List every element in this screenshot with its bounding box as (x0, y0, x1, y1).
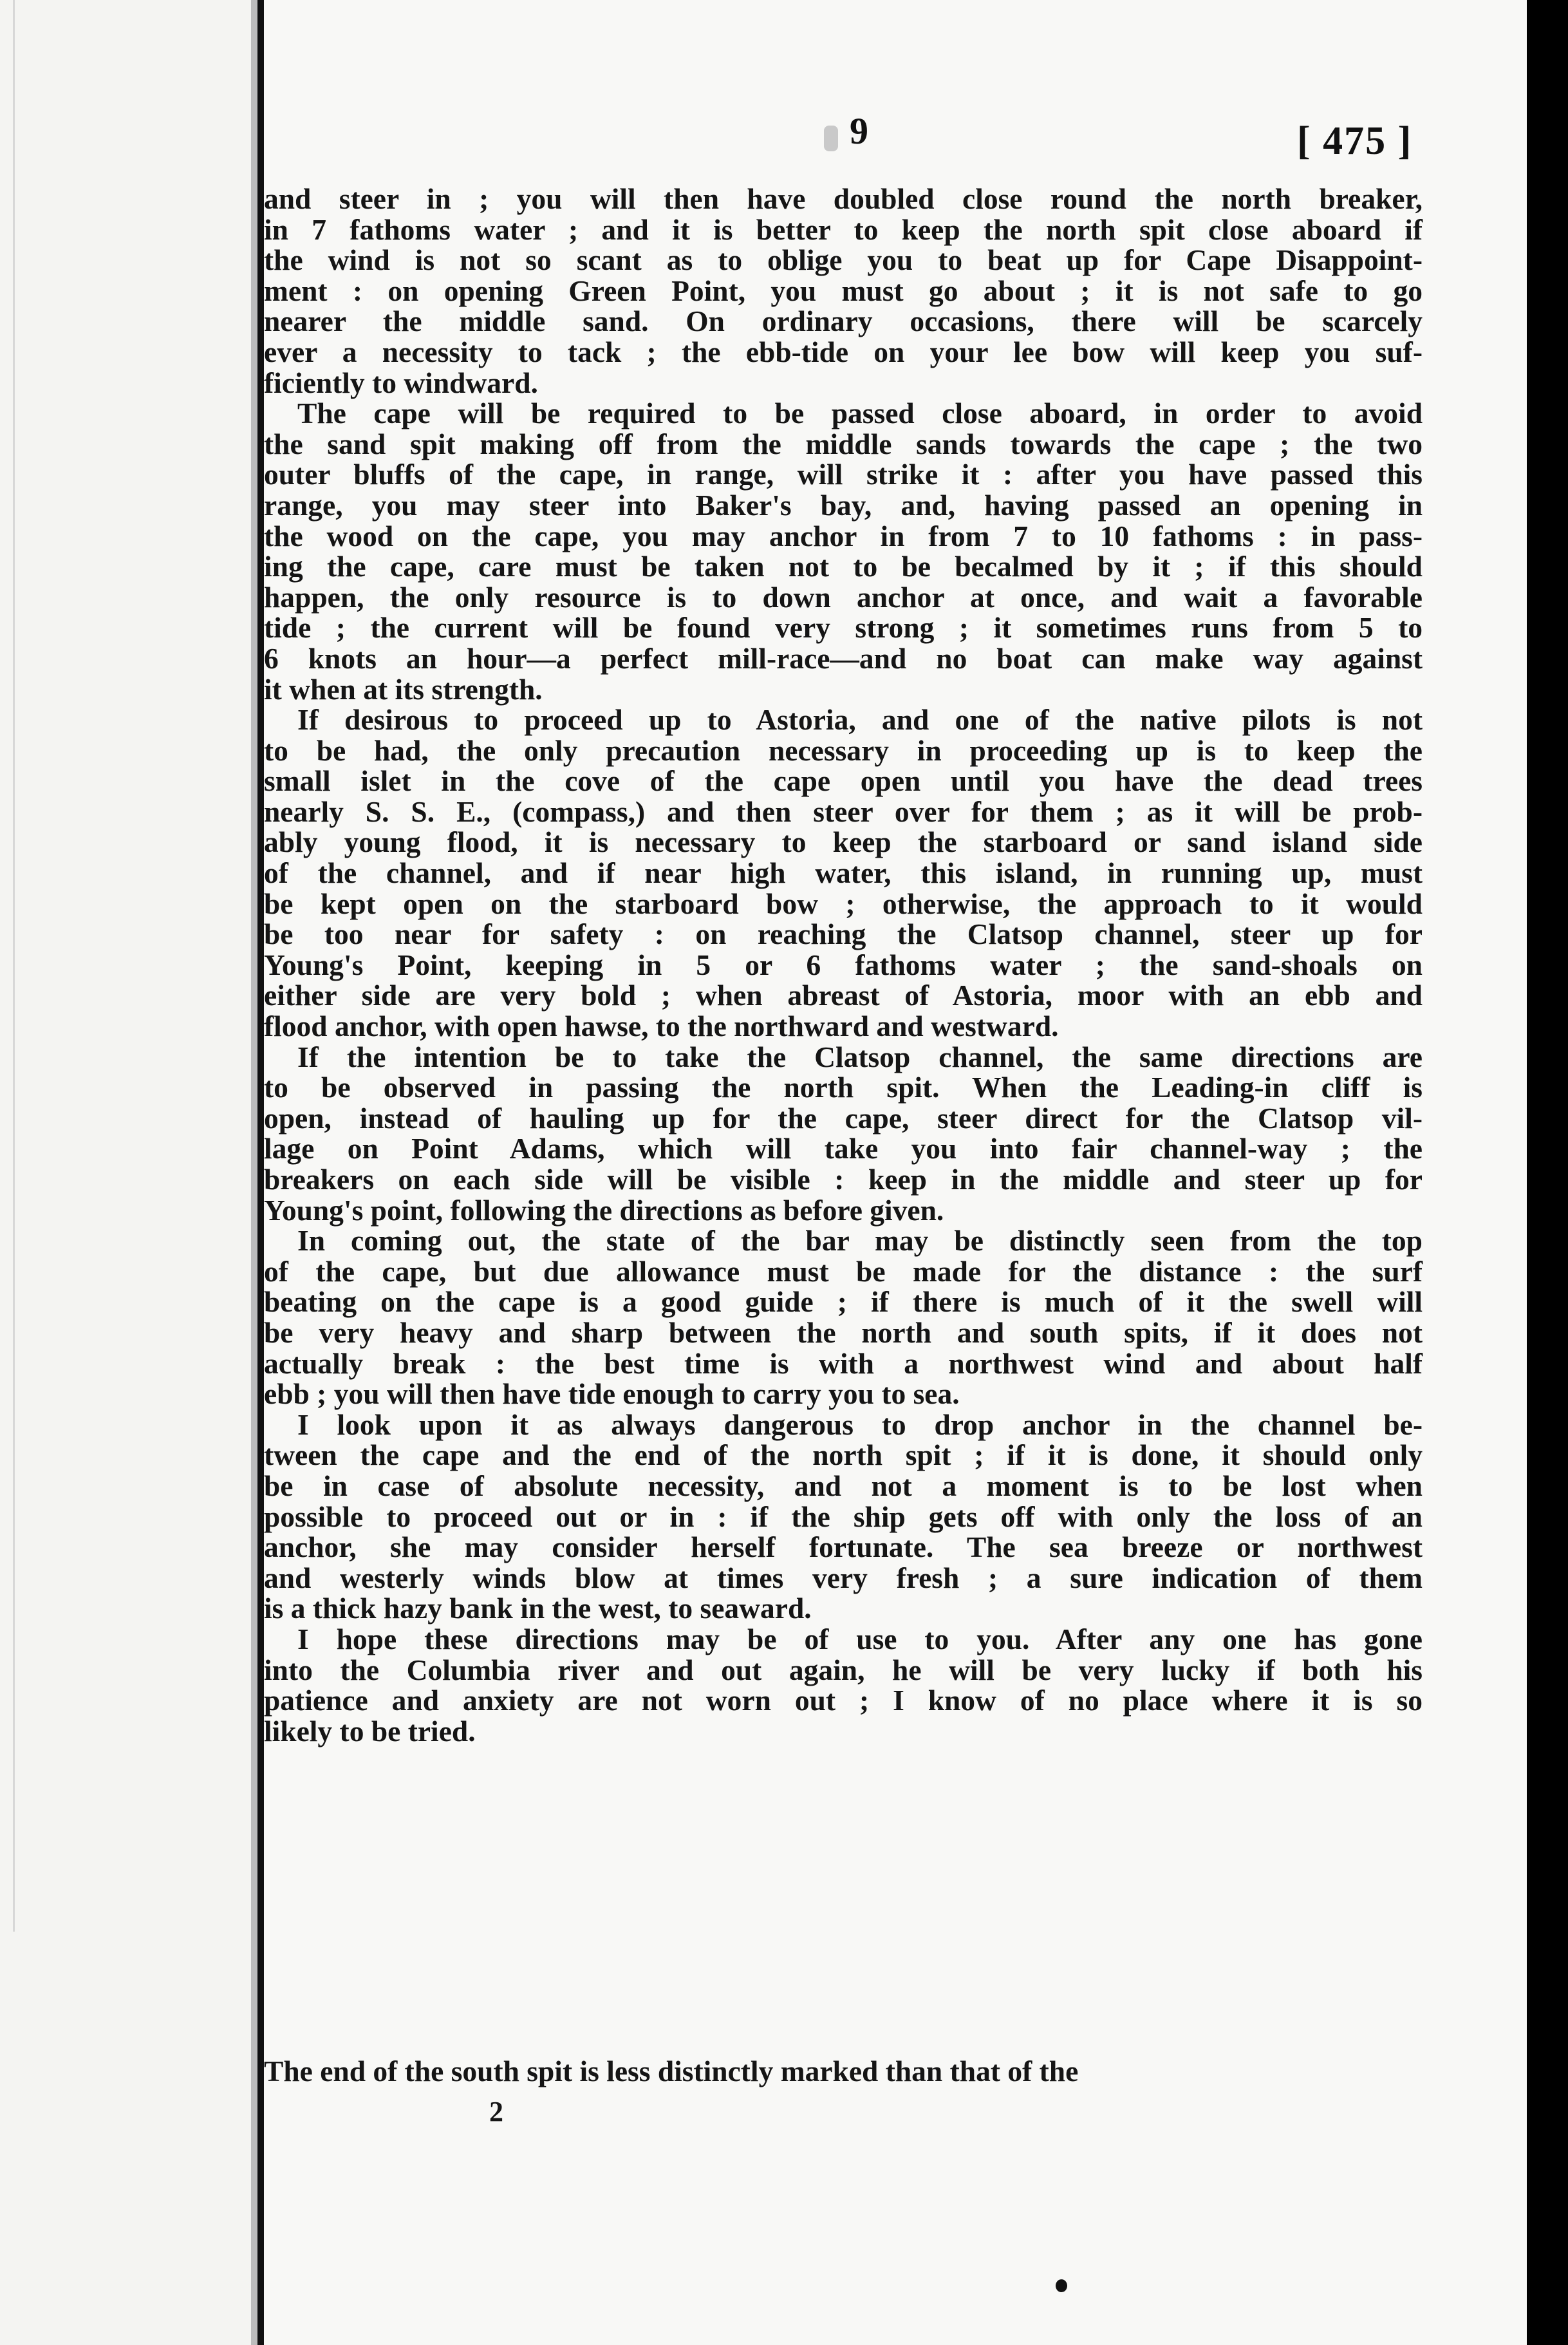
book-gutter (257, 0, 264, 2345)
text-line: to be had, the only precaution necessary in proceeding up is to keep the (264, 733, 1423, 767)
text-line: the sand spit making off from the middle sands towards the cape ; the two (264, 427, 1423, 460)
text-line: patience and anxiety are not worn out ; I know of no place where it is so (264, 1684, 1423, 1717)
text-line: the wind is not so scant as to oblige you to beat up for Cape Disappoint- (264, 243, 1423, 277)
text-line: nearly S. S. E., (compass,) and then steer over for them ; as it will be prob- (264, 795, 1423, 828)
text-line: either side are very bold ; when abreast of Astoria, moor with an ebb and (264, 979, 1423, 1012)
text-line: anchor, she may consider herself fortunate. The sea breeze or northwest (264, 1530, 1423, 1564)
paragraph (264, 1042, 1423, 1226)
text-line: possible to proceed out or in : if the ship gets off with only the loss of an (264, 1500, 1423, 1533)
text-line: and westerly winds blow at times very fresh ; a sure indication of them (264, 1561, 1423, 1594)
text-line: In coming out, the state of the bar may be distinctly seen from the top (297, 1224, 1423, 1257)
text-line: into the Columbia river and out again, he will be very lucky if both his (264, 1653, 1423, 1686)
text-line: small islet in the cove of the cape open until you have the dead trees (264, 764, 1423, 798)
text-line: The cape will be required to be passed close aboard, in order to avoid (297, 397, 1423, 430)
document-page (264, 0, 1527, 2345)
text-line: Young's point, following the directions as before given. (264, 1193, 944, 1227)
text-line: nearer the middle sand. On ordinary occasions, there will be scarcely (264, 305, 1423, 338)
paragraph (264, 1624, 1423, 1746)
text-line: it when at its strength. (264, 672, 543, 706)
document-page-reference: [ 475 ] (1297, 119, 1413, 163)
text-line: ably young flood, it is necessary to keep the starboard or sand island side (264, 825, 1423, 859)
paragraph (264, 1225, 1423, 1409)
text-line: ing the cape, care must be taken not to be becalmed by it ; if this should (264, 550, 1423, 583)
text-line: breakers on each side will be visible : keep in the middle and steer up for (264, 1163, 1423, 1196)
text-line: of the cape, but due allowance must be made for the distance : the surf (264, 1254, 1423, 1288)
text-line: If desirous to proceed up to Astoria, and one of the native pilots is not (297, 703, 1423, 737)
text-line: outer bluffs of the cape, in range, will strike it : after you have passed this (264, 458, 1423, 491)
text-line: to be observed in passing the north spit. When the Leading-in cliff is (264, 1071, 1423, 1104)
text-line: be kept open on the starboard bow ; otherwise, the approach to it would (264, 887, 1423, 920)
text-line: and steer in ; you will then have doubled close round the north breaker, (264, 182, 1423, 215)
text-line: likely to be tried. (264, 1714, 476, 1747)
text-line: open, instead of hauling up for the cape, steer direct for the Clatsop vil- (264, 1101, 1423, 1135)
signature-mark: 2 (489, 2096, 503, 2127)
page-edge (251, 0, 257, 2345)
page-header (264, 109, 1527, 180)
text-line: lage on Point Adams, which will take you into fair channel-way ; the (264, 1132, 1423, 1165)
text-line: Young's Point, keeping in 5 or 6 fathoms water ; the sand-shoals on (264, 948, 1423, 981)
text-line: ficiently to windward. (264, 366, 538, 399)
page-number: 9 (850, 110, 868, 152)
text-line: be very heavy and sharp between the north and south spits, if it does not (264, 1315, 1423, 1349)
paragraph (264, 704, 1423, 1042)
text-line: be in case of absolute necessity, and not a moment is to be lost when (264, 1469, 1423, 1502)
paragraph (264, 398, 1423, 704)
text-line: in 7 fathoms water ; and it is better to keep the north spit close aboard if (264, 212, 1423, 246)
paragraph (264, 1409, 1423, 1624)
text-line: flood anchor, with open hawse, to the northward and westward. (264, 1010, 1059, 1043)
text-line: I look upon it as always dangerous to drop anchor in the channel be- (297, 1408, 1423, 1441)
text-line: I hope these directions may be of use to you. After any one has gone (297, 1622, 1423, 1655)
body-text (264, 184, 1423, 1746)
text-line: ebb ; you will then have tide enough to carry you to sea. (264, 1377, 960, 1411)
page-crease (13, 0, 15, 1932)
text-line: happen, the only resource is to down anchor at once, and wait a favorable (264, 580, 1423, 614)
text-line: the wood on the cape, you may anchor in from 7 to 10 fathoms : in pass- (264, 519, 1423, 552)
text-line: of the channel, and if near high water, this island, in running up, must (264, 856, 1423, 890)
ink-dot (1056, 2279, 1067, 2292)
text-line: is a thick hazy bank in the west, to seaward. (264, 1592, 812, 1625)
text-line: be too near for safety : on reaching the Clatsop channel, steer up for (264, 918, 1423, 951)
text-line: 6 knots an hour—a perfect mill-race—and no boat can make way against (264, 641, 1423, 675)
text-line: If the intention be to take the Clatsop channel, the same directions are (297, 1040, 1423, 1073)
paragraph (264, 184, 1423, 398)
text-line: ment : on opening Green Point, you must go about ; it is not safe to go (264, 274, 1423, 307)
catchline: The end of the south spit is less distinctly marked than that of the (264, 2055, 1079, 2087)
text-line: beating on the cape is a good guide ; if there is much of it the swell will (264, 1285, 1423, 1319)
text-line: ever a necessity to tack ; the ebb-tide on your lee bow will keep you suf- (264, 335, 1423, 368)
text-line: actually break : the best time is with a northwest wind and about half (264, 1346, 1423, 1380)
text-line: range, you may steer into Baker's bay, and, having passed an opening in (264, 488, 1423, 522)
text-line: tide ; the current will be found very strong ; it sometimes runs from 5 to (264, 611, 1423, 645)
text-line: tween the cape and the end of the north spit ; if it is done, it should only (264, 1438, 1423, 1472)
facing-page-margin (0, 0, 257, 2345)
